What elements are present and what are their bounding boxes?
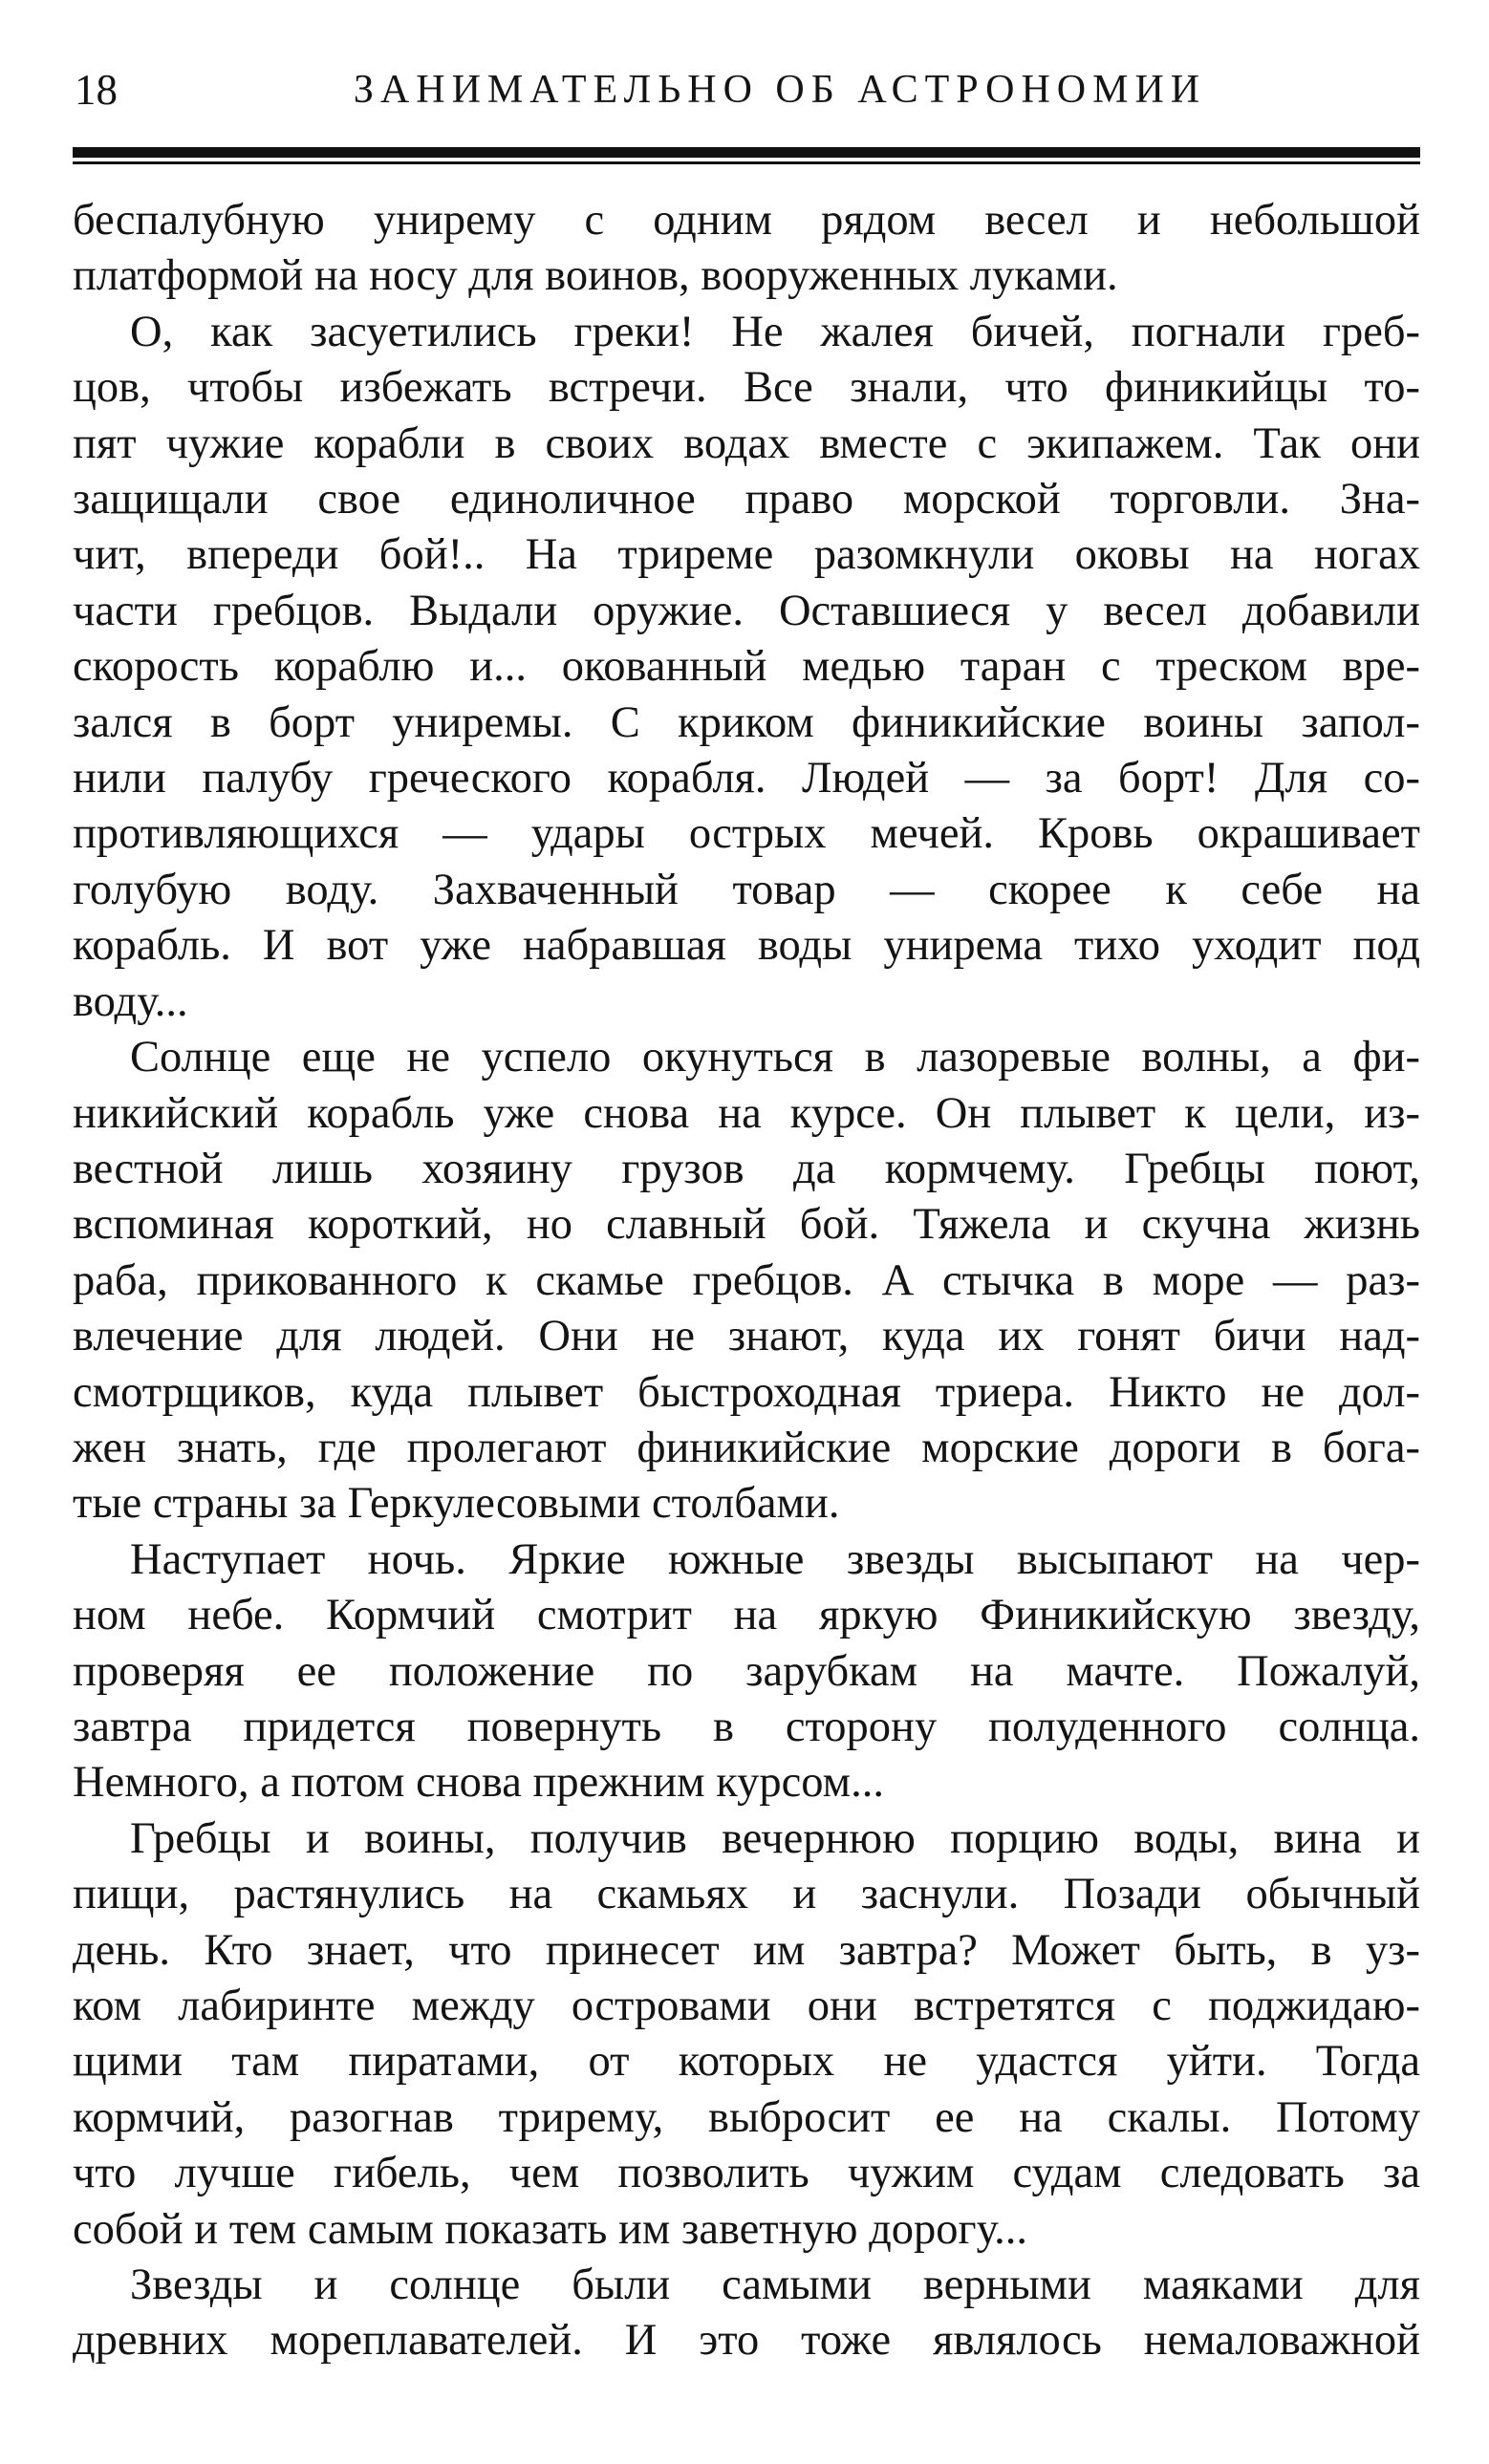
text-line: зался в борт униремы. С криком финикийские воины запол- [73, 697, 1420, 747]
running-head [73, 65, 1420, 115]
text-line: влечение для людей. Они не знают, куда их гонят бичи над- [73, 1312, 1420, 1361]
text-line: нили палубу греческого корабля. Людей — за борт! Для со- [73, 754, 1420, 803]
text-line: древних мореплавателей. И это тоже являлось немаловажной [73, 2316, 1420, 2366]
text-line: вспоминая короткий, но славный бой. Тяжела и скучна жизнь [73, 1200, 1420, 1250]
text-line: день. Кто знает, что принесет им завтра? Может быть, в уз- [73, 1925, 1420, 1975]
text-line: раба, прикованного к скамье гребцов. А стычка в море — раз- [73, 1255, 1420, 1305]
text-line: никийский корабль уже снова на курсе. Он плывет к цели, из- [73, 1088, 1420, 1138]
text-line: Немного, а потом снова прежним курсом... [73, 1758, 884, 1808]
text-line: Звезды и солнце были самыми верными маяками для [130, 2260, 1420, 2310]
text-line: ном небе. Кормчий смотрит на яркую Финикийскую звезду, [73, 1591, 1420, 1640]
running-title: ЗАНИМАТЕЛЬНО ОБ АСТРОНОМИИ [353, 68, 1207, 112]
text-line: Гребцы и воины, получив вечернюю порцию воды, вина и [130, 1813, 1420, 1863]
paragraph [73, 1030, 1420, 1532]
header-rule-thick [73, 147, 1420, 158]
text-line: скорость кораблю и... окованный медью таран с треском вре- [73, 642, 1420, 692]
text-line: защищали свое единоличное право морской торговли. Зна- [73, 475, 1420, 525]
text-line: противляющихся — удары острых мечей. Кровь окрашивает [73, 809, 1420, 859]
text-line: вестной лишь хозяину грузов да кормчему. Гребцы поют, [73, 1144, 1420, 1193]
paragraph [73, 2258, 1420, 2369]
text-line: Солнце еще не успело окунуться в лазоревые волны, а фи- [130, 1033, 1420, 1082]
text-line: жен знать, где пролегают финикийские морские дороги в бога- [73, 1423, 1420, 1472]
header-rule-thin [73, 161, 1420, 164]
text-line: завтра придется повернуть в сторону полуденного солнца. [73, 1702, 1420, 1751]
text-line: Наступает ночь. Яркие южные звезды высыпают на чер- [130, 1534, 1420, 1584]
text-line: щими там пиратами, от которых не удастся уйти. Тогда [73, 2037, 1420, 2087]
text-line: тые страны за Геркулесовыми столбами. [73, 1479, 840, 1529]
text-line: смотрщиков, куда плывет быстроходная триера. Никто не дол- [73, 1367, 1420, 1417]
text-line: корабль. И вот уже набравшая воды унирема тихо уходит под [73, 921, 1420, 971]
text-line: кормчий, разогнав трирему, выбросит ее на скалы. Потому [73, 2092, 1420, 2142]
paragraph [73, 305, 1420, 1030]
text-line: части гребцов. Выдали оружие. Оставшиеся у весел добавили [73, 586, 1420, 635]
text-line: О, как засуетились греки! Не жалея бичей, погнали греб- [130, 307, 1420, 356]
page-number: 18 [75, 66, 118, 114]
paragraph [73, 1532, 1420, 1811]
text-line: чит, впереди бой!.. На триреме разомкнули оковы на ногах [73, 530, 1420, 580]
body-text [73, 193, 1420, 2369]
paragraph [73, 193, 1420, 305]
text-line: собой и тем самым показать им заветную дорогу... [73, 2204, 1028, 2254]
paragraph [73, 1811, 1420, 2258]
text-line: ком лабиринте между островами они встретятся с поджидаю- [73, 1982, 1420, 2030]
text-line: проверяя ее положение по зарубкам на мачте. Пожалуй, [73, 1646, 1420, 1696]
text-line: голубую воду. Захваченный товар — скорее к себе на [73, 865, 1420, 914]
text-line: пищи, растянулись на скамьях и заснули. Позади обычный [73, 1870, 1420, 1919]
text-line: что лучше гибель, чем позволить чужим судам следовать за [73, 2149, 1420, 2198]
text-line: платформой на носу для воинов, вооруженных луками. [73, 251, 1118, 301]
text-line: воду... [73, 976, 188, 1026]
book-page [73, 65, 1420, 2369]
text-line: беспалубную унирему с одним рядом весел и небольшой [73, 196, 1420, 245]
text-line: пят чужие корабли в своих водах вместе с экипажем. Так они [73, 418, 1420, 468]
text-line: цов, чтобы избежать встречи. Все знали, что финикийцы то- [73, 363, 1420, 413]
